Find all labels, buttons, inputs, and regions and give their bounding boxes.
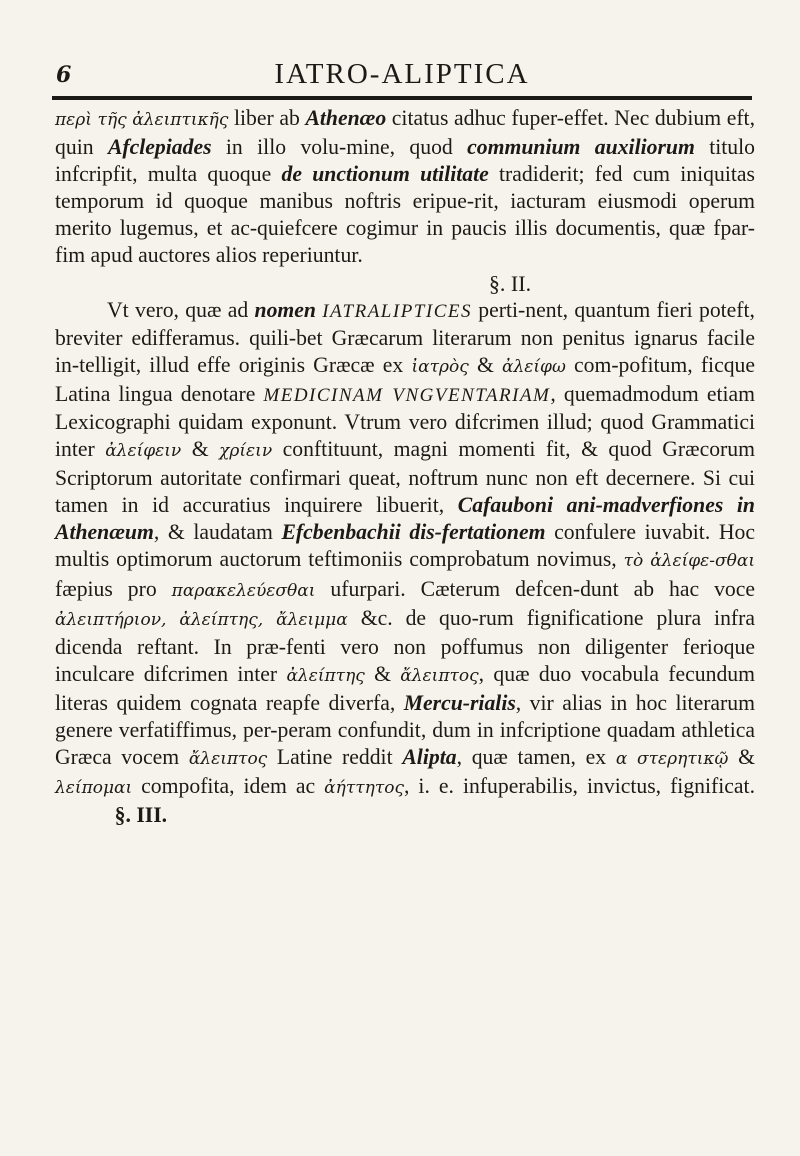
emphasis-text: Mercu-rialis — [403, 690, 516, 715]
greek-text: χρίειν — [219, 441, 273, 462]
greek-text: ἀλειπτήριον, ἀλείπτης, ἄλειμμα — [55, 609, 348, 630]
emphasis-text: Cafauboni ani-madverfiones in Athenæum — [55, 493, 755, 545]
caps-text: IATRALIPTICES — [322, 300, 472, 322]
text-run: & — [364, 661, 401, 686]
text-run: conftituunt, magni momenti fit, & quod Græcorum Scriptorum autoritate confirmari queat, noftrum nunc non eft decernere. Si cui tamen in id accuratius inquirere libuerit, — [55, 437, 755, 518]
greek-text: τὸ ἀλείφε-σθαι — [623, 551, 756, 572]
page-header — [52, 58, 752, 92]
greek-text: ἀλείφω — [502, 356, 566, 377]
greek-text: λείπομαι — [55, 778, 133, 799]
greek-text: α στερητικῷ — [615, 749, 729, 770]
paragraph-1 — [55, 105, 755, 270]
greek-text: περὶ τῆς ἀλειπτικῆς — [55, 110, 229, 130]
text-run: & — [181, 437, 220, 462]
text-run: , i. e. infuperabilis, invictus, fignificat. — [404, 774, 755, 799]
text-run: liber ab — [228, 106, 306, 130]
text-run: & — [728, 745, 755, 770]
running-title: IATRO-ALIPTICA — [274, 58, 530, 90]
emphasis-text: de unctionum utilitate — [281, 162, 489, 187]
greek-text: ἄλειπτος — [188, 749, 268, 770]
text-run: tradiderit; fed cum iniquitas temporum id quoque manibus noftris eripue-rit, iacturam eiusmodi operum merito lugemus, et ac-quiefcere cogimur in paucis illis documentis, quæ fpar-fim apud auctores alios reperiuntur. — [55, 162, 755, 268]
text-run: , vir alias in hoc literarum genere verfatiffimus, per-peram confundit, dum in infcriptione quadam athletica Græca vocem — [55, 690, 755, 770]
greek-text: παρακελεύεσθαι — [171, 580, 316, 601]
emphasis-text: Athenæo — [305, 106, 387, 130]
text-run: Vt vero, quæ ad — [107, 297, 255, 322]
text-run: in illo volu-mine, quod — [211, 135, 468, 160]
emphasis-text: nomen — [254, 297, 316, 322]
text-run: citatus adhuc fuper-effet. Nec dubium eft, quin — [55, 106, 756, 160]
paragraph-2 — [55, 297, 755, 830]
emphasis-text: Afclepiades — [107, 135, 212, 160]
emphasis-text: Alipta — [402, 745, 457, 770]
emphasis-text: Efcbenbachii dis-fertationem — [281, 520, 546, 545]
section-heading: §. II. — [488, 270, 532, 296]
greek-text: ἀήττητος — [324, 778, 404, 799]
text-run: confulere iuvabit. Hoc multis optimorum auctorum teftimoniis comprobatum novimus, — [55, 520, 756, 572]
text-run: & — [468, 352, 502, 377]
text-run: ufurpari. Cæterum defcen-dunt ab hac voce — [315, 576, 756, 601]
text-run: , & laudatam — [153, 520, 282, 545]
text-run: perti-nent, quantum fieri poteft, breviter edifferamus. quili-bet Græcarum literarum non penitus ignarus facile in-telligit, illud effe originis Græcæ ex — [55, 297, 755, 377]
header-rule — [52, 96, 752, 100]
body-text — [55, 105, 755, 829]
text-run: com-pofitum, ficque Latina lingua denotare — [55, 352, 756, 406]
greek-text: ἀλείπτης — [286, 665, 365, 686]
greek-text: ἰατρὸς — [411, 356, 469, 377]
text-run: , quemadmodum etiam Lexicographi quidam exponunt. Vtrum vero difcrimen illud; quod Grammatici inter — [55, 381, 755, 462]
text-run: &c. de quo-rum fignificatione plura infra dicenda reftant. In præ-fenti vero non poffumus non diligenter ferioque inculcare difcrimen inter — [55, 605, 755, 686]
greek-text: ἀλείφειν — [105, 441, 182, 462]
text-run: compofita, idem ac — [132, 774, 325, 799]
emphasis-text: communium auxiliorum — [467, 135, 695, 160]
text-run: Latine reddit — [267, 745, 403, 770]
caps-text: MEDICINAM VNGVENTARIAM — [263, 384, 551, 406]
greek-text: ἄλειπτος — [400, 665, 479, 686]
text-run: , quæ duo vocabula fecundum literas quidem cognata reapfe diverfa, — [55, 661, 756, 715]
catchword: §. III. — [114, 803, 168, 828]
text-run: , quæ tamen, ex — [456, 745, 616, 770]
text-run: titulo infcripfit, multa quoque — [55, 135, 756, 187]
page-number: 6 — [56, 62, 72, 88]
text-run: fæpius pro — [55, 576, 172, 601]
